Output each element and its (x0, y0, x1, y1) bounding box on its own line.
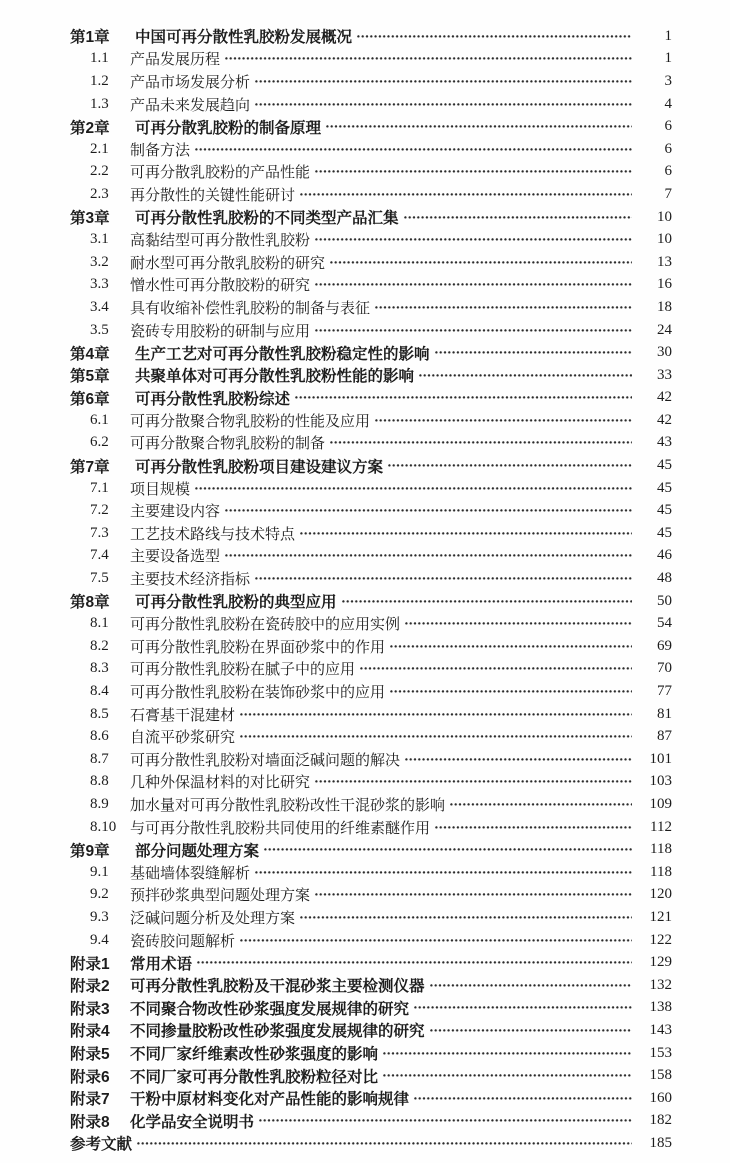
toc-entry-number: 8.1 (90, 615, 109, 632)
toc-entry-title: 可再分散性乳胶粉在装饰砂浆中的应用 (130, 685, 386, 702)
toc-entry-number: 附录6 (70, 1068, 110, 1086)
toc-entry-number: 7.3 (90, 524, 109, 541)
toc-entry-page: 46 (657, 547, 672, 564)
toc-entry-section (70, 319, 672, 342)
dot-leader (405, 758, 632, 761)
toc-entry-appendix (70, 1110, 672, 1133)
toc-entry-page: 45 (657, 457, 672, 474)
toc-entry-title: 瓷砖胶问题解析 (130, 933, 236, 950)
toc-entry-number: 7.5 (90, 570, 109, 587)
toc-entry-page: 54 (657, 615, 672, 632)
dot-leader (225, 509, 632, 512)
toc-entry-appendix (70, 974, 672, 997)
toc-entry-number: 第7章 (70, 458, 110, 476)
toc-entry-page: 1 (664, 27, 672, 44)
toc-entry-page: 3 (664, 72, 672, 89)
toc-entry-title: 主要设备选型 (130, 549, 221, 566)
toc-entry-number: 第6章 (70, 390, 110, 408)
toc-entry-section (70, 658, 672, 681)
toc-entry-title: 自流平砂浆研究 (130, 730, 236, 747)
toc-entry-section (70, 545, 672, 568)
toc-entry-page: 33 (657, 366, 672, 383)
toc-entry-chapter (70, 364, 672, 387)
toc-entry-number: 3.4 (90, 298, 109, 315)
toc-entry-page: 10 (657, 231, 672, 248)
toc-entry-page: 185 (649, 1134, 672, 1151)
toc-entry-title: 可再分散聚合物乳胶粉的制备 (130, 436, 326, 453)
toc-entry-number: 8.10 (90, 818, 117, 835)
dot-leader (342, 600, 632, 603)
dot-leader (435, 351, 632, 354)
toc-entry-appendix (70, 1064, 672, 1087)
toc-entry-number: 第9章 (70, 842, 110, 860)
toc-entry-page: 13 (657, 253, 672, 270)
toc-entry-number: 附录1 (70, 955, 110, 973)
dot-leader (255, 103, 632, 106)
toc-entry-title: 共聚单体对可再分散性乳胶粉性能的影响 (135, 368, 415, 386)
toc-entry-title: 可再分散聚合物乳胶粉的性能及应用 (130, 413, 371, 430)
toc-entry-section (70, 432, 672, 455)
toc-entry-title: 可再分散性乳胶粉在瓷砖胶中的应用实例 (130, 617, 401, 634)
toc-entry-number: 第5章 (70, 368, 110, 386)
dot-leader (264, 848, 632, 851)
toc-entry-number: 附录8 (70, 1113, 110, 1131)
toc-entry-section (70, 748, 672, 771)
toc-entry-title: 不同掺量胶粉改性砂浆强度发展规律的研究 (130, 1023, 425, 1041)
toc-entry-section (70, 725, 672, 748)
dot-leader (195, 487, 632, 490)
toc-entry-page: 182 (649, 1112, 672, 1129)
dot-leader (375, 306, 632, 309)
toc-entry-page: 70 (657, 660, 672, 677)
toc-entry-title: 可再分散性乳胶粉及干混砂浆主要检测仪器 (130, 978, 425, 996)
toc-entry-page: 118 (650, 863, 672, 880)
toc-entry-number: 3.1 (90, 231, 109, 248)
toc-entry-number: 第2章 (70, 119, 110, 137)
toc-entry-page: 143 (649, 1021, 672, 1038)
dot-leader (315, 893, 632, 896)
toc-entry-number: 1.1 (90, 50, 109, 67)
toc-entry-section (70, 567, 672, 590)
toc-entry-section (70, 274, 672, 297)
toc-entry-title: 加水量对可再分散性乳胶粉改性干混砂浆的影响 (130, 797, 446, 814)
toc-entry-title: 产品发展历程 (130, 52, 221, 69)
dot-leader (197, 961, 632, 964)
toc-entry-page: 87 (657, 728, 672, 745)
toc-entry-title: 可再分散性乳胶粉综述 (135, 390, 291, 408)
toc-entry-page: 138 (649, 999, 672, 1016)
toc-entry-page: 45 (657, 502, 672, 519)
toc-entry-page: 45 (657, 524, 672, 541)
toc-entry-number: 2.3 (90, 185, 109, 202)
dot-leader (435, 826, 632, 829)
toc-entry-page: 30 (657, 344, 672, 361)
toc-entry-page: 24 (657, 321, 672, 338)
toc-entry-page: 4 (664, 95, 672, 112)
dot-leader (360, 667, 632, 670)
dot-leader (315, 238, 632, 241)
toc-entry-number: 附录3 (70, 1000, 110, 1018)
toc-entry-page: 132 (649, 976, 672, 993)
toc-entry-page: 122 (649, 931, 672, 948)
toc-entry-title: 石膏基干混建材 (130, 707, 236, 724)
toc-entry-number: 1.3 (90, 95, 109, 112)
toc-entry-page: 10 (657, 208, 672, 225)
toc-entry-title: 可再分散性乳胶粉的不同类型产品汇集 (135, 210, 399, 228)
toc-entry-page: 50 (657, 592, 672, 609)
toc-entry-section (70, 296, 672, 319)
toc-entry-number: 7.4 (90, 547, 109, 564)
toc-entry-section (70, 929, 672, 952)
dot-leader (405, 622, 632, 625)
toc-entry-title: 不同聚合物改性砂浆强度发展规律的研究 (130, 1000, 410, 1018)
toc-entry-page: 129 (649, 954, 672, 971)
toc-entry-page: 16 (657, 276, 672, 293)
toc-entry-page: 69 (657, 637, 672, 654)
toc-entry-page: 160 (649, 1089, 672, 1106)
dot-leader (295, 396, 632, 399)
toc-entry-number: 7.2 (90, 502, 109, 519)
toc-entry-appendix (70, 951, 672, 974)
toc-entry-title: 干粉中原材料变化对产品性能的影响规律 (130, 1091, 410, 1109)
toc-entry-title: 主要技术经济指标 (130, 572, 251, 589)
toc-entry-title: 可再分散乳胶粉的产品性能 (130, 165, 311, 182)
dot-leader (450, 803, 632, 806)
toc-entry-number: 1.2 (90, 72, 109, 89)
dot-leader (315, 283, 632, 286)
dot-leader (315, 170, 632, 173)
toc-entry-title: 化学品安全说明书 (130, 1113, 255, 1131)
toc-entry-title: 憎水性可再分散胶粉的研究 (130, 278, 311, 295)
toc-entry-number: 2.1 (90, 140, 109, 157)
toc-entry-section (70, 70, 672, 93)
toc-entry-chapter (70, 206, 672, 229)
toc-entry-page: 121 (649, 908, 672, 925)
dot-leader (404, 216, 632, 219)
toc-entry-number: 9.4 (90, 931, 109, 948)
toc-entry-title: 可再分散性乳胶粉项目建设建议方案 (135, 458, 384, 476)
toc-entry-chapter (70, 341, 672, 364)
toc-entry-page: 118 (650, 841, 672, 858)
dot-leader (388, 464, 632, 467)
toc-entry-appendix (70, 997, 672, 1020)
toc-entry-section (70, 612, 672, 635)
dot-leader (330, 261, 632, 264)
toc-entry-page: 42 (657, 389, 672, 406)
dot-leader (225, 57, 632, 60)
toc-entry-appendix (70, 1019, 672, 1042)
toc-entry-number: 8.5 (90, 705, 109, 722)
toc-entry-page: 45 (657, 479, 672, 496)
dot-leader (195, 148, 632, 151)
toc-entry-section (70, 161, 672, 184)
toc-entry-section (70, 48, 672, 71)
toc-entry-page: 103 (649, 773, 672, 790)
dot-leader (330, 441, 632, 444)
dot-leader (255, 577, 632, 580)
toc-entry-page: 6 (664, 118, 672, 135)
toc-entry-number: 附录2 (70, 978, 110, 996)
toc-entry-page: 158 (649, 1067, 672, 1084)
dot-leader (315, 780, 632, 783)
toc-entry-chapter (70, 387, 672, 410)
toc-entry-title: 泛碱问题分析及处理方案 (130, 910, 296, 927)
dot-leader (414, 1006, 632, 1009)
toc-entry-number: 8.8 (90, 773, 109, 790)
toc-entry-chapter (70, 454, 672, 477)
toc-entry-title: 可再分散性乳胶粉的典型应用 (135, 594, 337, 612)
toc-entry-title: 参考文献 (70, 1136, 133, 1154)
toc-entry-page: 42 (657, 411, 672, 428)
toc-entry-section (70, 522, 672, 545)
toc-entry-number: 6.2 (90, 434, 109, 451)
toc-list (70, 25, 672, 1155)
toc-entry-number: 8.4 (90, 683, 109, 700)
toc-entry-title: 制备方法 (130, 142, 191, 159)
toc-entry-title: 再分散性的关键性能研讨 (130, 187, 296, 204)
toc-entry-section (70, 793, 672, 816)
dot-leader (259, 1119, 632, 1122)
toc-entry-number: 7.1 (90, 479, 109, 496)
toc-entry-title: 瓷砖专用胶粉的研制与应用 (130, 323, 311, 340)
toc-entry-chapter (70, 25, 672, 48)
dot-leader (300, 193, 632, 196)
toc-entry-title: 常用术语 (130, 955, 193, 973)
toc-entry-appendix (70, 1042, 672, 1065)
toc-entry-title: 部分问题处理方案 (135, 842, 260, 860)
toc-entry-chapter (70, 590, 672, 613)
toc-entry-section (70, 771, 672, 794)
dot-leader (375, 419, 632, 422)
toc-entry-number: 第4章 (70, 345, 110, 363)
toc-entry-section (70, 138, 672, 161)
toc-entry-section (70, 477, 672, 500)
toc-entry-title: 几种外保温材料的对比研究 (130, 775, 311, 792)
dot-leader (430, 984, 632, 987)
toc-entry-chapter (70, 838, 672, 861)
toc-entry-section (70, 251, 672, 274)
toc-entry-page: 18 (657, 298, 672, 315)
toc-entry-number: 8.3 (90, 660, 109, 677)
toc-entry-page: 109 (649, 795, 672, 812)
toc-entry-number: 9.2 (90, 886, 109, 903)
toc-entry-title: 生产工艺对可再分散性乳胶粉稳定性的影响 (135, 345, 430, 363)
toc-entry-number: 8.2 (90, 637, 109, 654)
toc-entry-title: 产品未来发展趋向 (130, 97, 251, 114)
toc-entry-section (70, 906, 672, 929)
dot-leader (240, 735, 632, 738)
toc-entry-number: 8.7 (90, 750, 109, 767)
toc-entry-section (70, 228, 672, 251)
dot-leader (414, 1097, 632, 1100)
toc-entry-title: 项目规模 (130, 481, 191, 498)
toc-entry-number: 6.1 (90, 411, 109, 428)
toc-entry-section (70, 861, 672, 884)
toc-entry-section (70, 816, 672, 839)
dot-leader (383, 1074, 632, 1077)
toc-entry-title: 产品市场发展分析 (130, 74, 251, 91)
toc-entry-title: 不同厂家可再分散性乳胶粉粒径对比 (130, 1068, 379, 1086)
dot-leader (390, 690, 632, 693)
toc-entry-title: 不同厂家纤维素改性砂浆强度的影响 (130, 1046, 379, 1064)
toc-entry-title: 可再分散性乳胶粉在界面砂浆中的作用 (130, 639, 386, 656)
toc-entry-page: 6 (664, 140, 672, 157)
toc-entry-number: 附录7 (70, 1091, 110, 1109)
toc-entry-title: 耐水型可再分散乳胶粉的研究 (130, 255, 326, 272)
toc-entry-page: 7 (664, 185, 672, 202)
toc-entry-title: 基础墙体裂缝解析 (130, 865, 251, 882)
dot-leader (240, 939, 632, 942)
toc-entry-page: 43 (657, 434, 672, 451)
toc-entry-number: 8.6 (90, 728, 109, 745)
toc-entry-number: 第1章 (70, 29, 110, 47)
toc-entry-title: 可再分散性乳胶粉对墙面泛碱问题的解决 (130, 752, 401, 769)
toc-entry-section (70, 183, 672, 206)
toc-entry-title: 与可再分散性乳胶粉共同使用的纤维素醚作用 (130, 820, 431, 837)
toc-entry-number: 3.5 (90, 321, 109, 338)
toc-entry-section (70, 703, 672, 726)
dot-leader (300, 532, 632, 535)
toc-entry-section (70, 680, 672, 703)
toc-entry-section (70, 884, 672, 907)
toc-entry-title: 具有收缩补偿性乳胶粉的制备与表征 (130, 300, 371, 317)
toc-entry-title: 主要建设内容 (130, 504, 221, 521)
toc-entry-title: 高黏结型可再分散性乳胶粉 (130, 233, 311, 250)
dot-leader (383, 1052, 632, 1055)
toc-entry-title: 工艺技术路线与技术特点 (130, 526, 296, 543)
toc-entry-page: 48 (657, 570, 672, 587)
toc-entry-title: 可再分散性乳胶粉在腻子中的应用 (130, 662, 356, 679)
toc-entry-section (70, 409, 672, 432)
toc-entry-page: 153 (649, 1044, 672, 1061)
toc-entry-title: 中国可再分散性乳胶粉发展概况 (135, 29, 353, 47)
toc-entry-title: 预拌砂浆典型问题处理方案 (130, 888, 311, 905)
toc-entry-section (70, 93, 672, 116)
toc-entry-number: 附录4 (70, 1023, 110, 1041)
toc-entry-page: 77 (657, 683, 672, 700)
dot-leader (390, 645, 632, 648)
dot-leader (326, 125, 632, 128)
toc-entry-page: 120 (649, 886, 672, 903)
toc-entry-number: 3.3 (90, 276, 109, 293)
dot-leader (137, 1142, 632, 1145)
toc-entry-number: 9.1 (90, 863, 109, 880)
toc-entry-appendix (70, 1087, 672, 1110)
toc-entry-page: 1 (664, 50, 672, 67)
toc-entry-number: 第8章 (70, 594, 110, 612)
dot-leader (225, 554, 632, 557)
dot-leader (300, 916, 632, 919)
toc-entry-number: 8.9 (90, 795, 109, 812)
toc-entry-ref (70, 1132, 672, 1155)
toc-entry-page: 112 (650, 818, 672, 835)
toc-entry-page: 6 (664, 163, 672, 180)
toc-entry-page: 81 (657, 705, 672, 722)
toc-entry-number: 3.2 (90, 253, 109, 270)
toc-entry-number: 2.2 (90, 163, 109, 180)
toc-entry-section (70, 635, 672, 658)
dot-leader (255, 80, 632, 83)
dot-leader (357, 35, 632, 38)
dot-leader (430, 1029, 632, 1032)
dot-leader (419, 374, 632, 377)
toc-entry-number: 9.3 (90, 908, 109, 925)
toc-entry-section (70, 499, 672, 522)
toc-entry-chapter (70, 115, 672, 138)
dot-leader (315, 329, 632, 332)
toc-entry-title: 可再分散乳胶粉的制备原理 (135, 119, 322, 137)
toc-entry-page: 101 (649, 750, 672, 767)
dot-leader (240, 713, 632, 716)
toc-entry-number: 附录5 (70, 1046, 110, 1064)
dot-leader (255, 871, 632, 874)
toc-entry-number: 第3章 (70, 210, 110, 228)
